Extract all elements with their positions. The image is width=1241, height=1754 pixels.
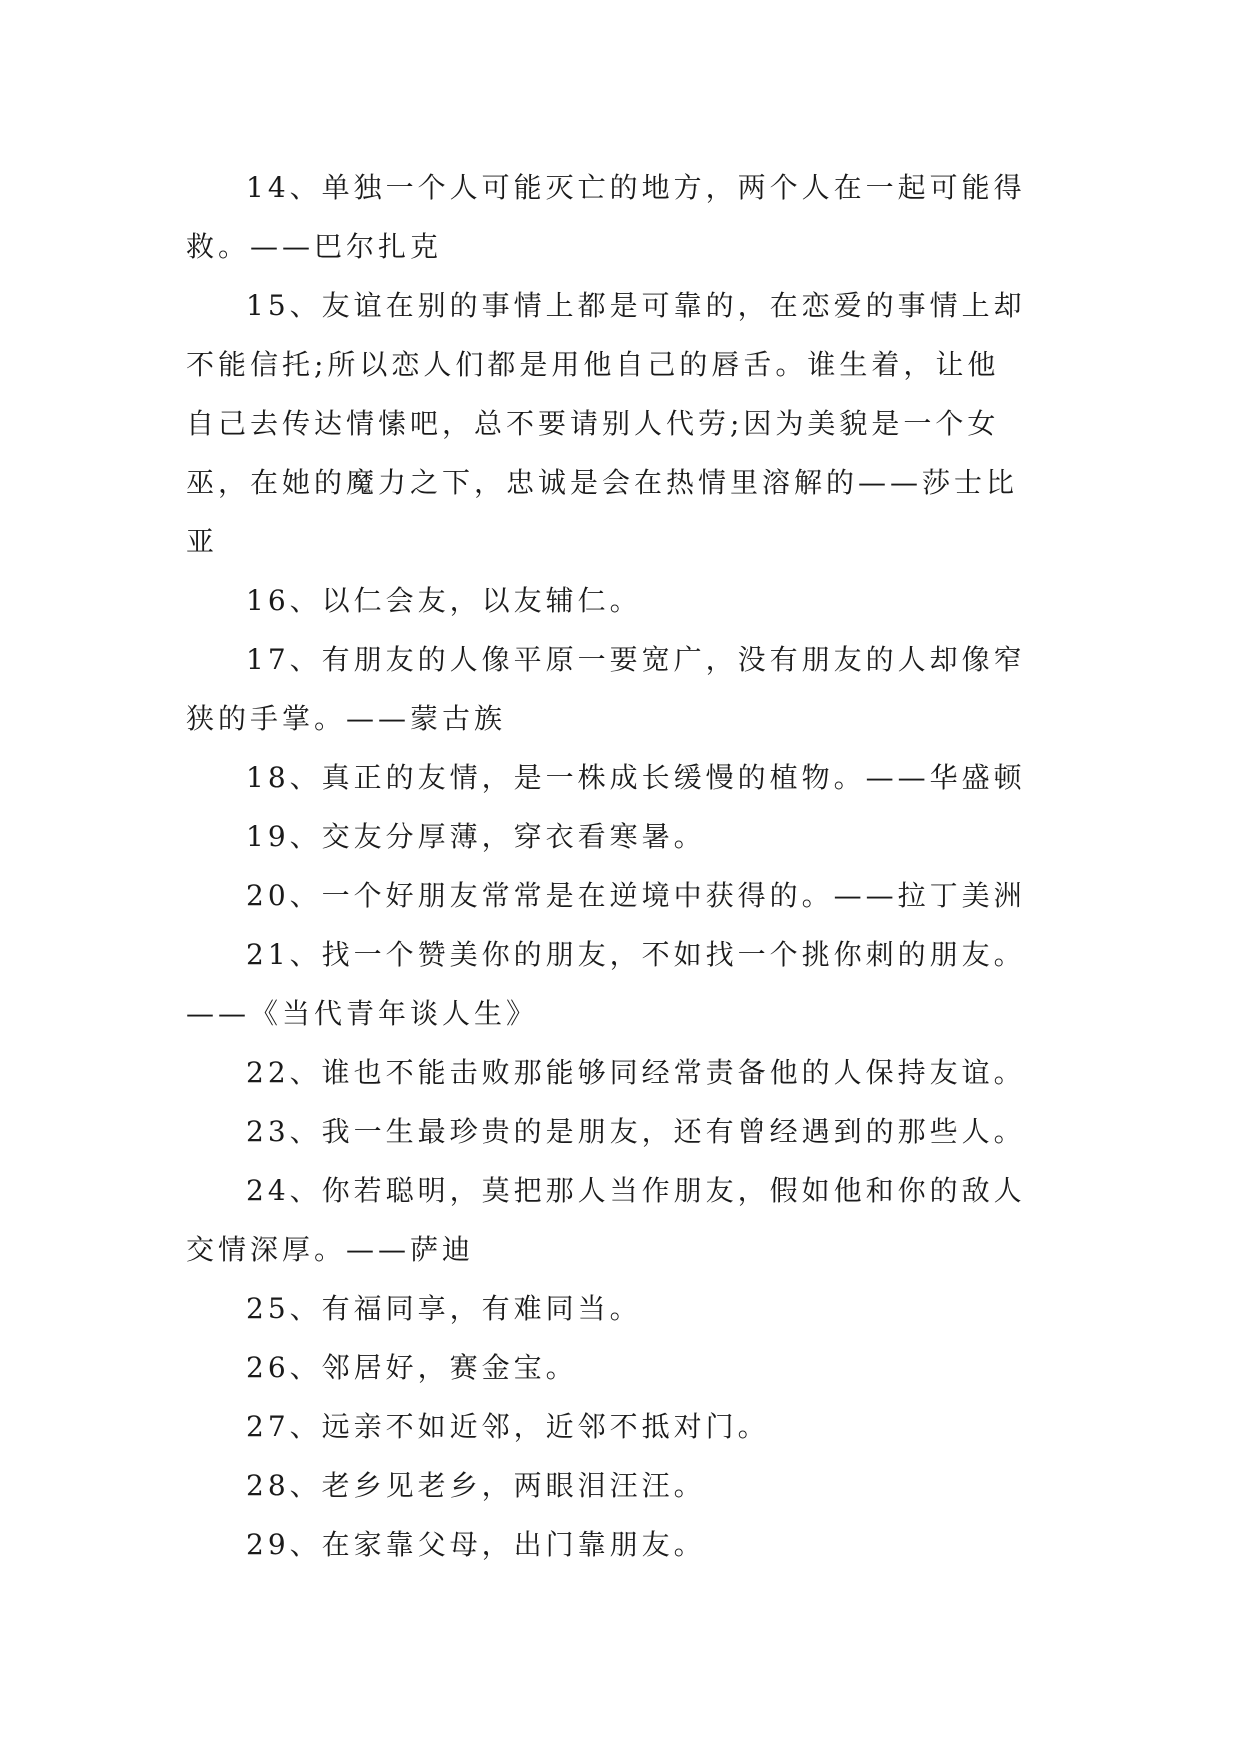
quote-line: 14、单独一个人可能灭亡的地方，两个人在一起可能得 [246, 171, 1026, 204]
quote-line: 15、友谊在别的事情上都是可靠的，在恋爱的事情上却 [246, 289, 1026, 322]
quote-15 [186, 276, 1066, 571]
quote-line: 19、交友分厚薄，穿衣看寒暑。 [246, 820, 706, 853]
quote-line: 22、谁也不能击败那能够同经常责备他的人保持友谊。 [246, 1056, 1026, 1089]
quote-14 [186, 158, 1066, 276]
quote-21 [186, 925, 1066, 1043]
quote-20 [186, 866, 1066, 925]
quote-19 [186, 807, 1066, 866]
quote-line: 狭的手掌。——蒙古族 [186, 702, 507, 735]
quote-24 [186, 1161, 1066, 1279]
quote-23 [186, 1102, 1066, 1161]
quote-line: 27、远亲不如近邻，近邻不抵对门。 [246, 1410, 770, 1443]
quote-line: 24、你若聪明，莫把那人当作朋友，假如他和你的敌人 [246, 1174, 1026, 1207]
quote-26 [186, 1338, 1066, 1397]
quote-27 [186, 1397, 1066, 1456]
quote-line: 巫，在她的魔力之下，忠诚是会在热情里溶解的——莎士比 [186, 466, 1019, 499]
quote-25 [186, 1279, 1066, 1338]
quote-line: 不能信托;所以恋人们都是用他自己的唇舌。谁生着，让他 [186, 348, 1000, 381]
quote-line: 自己去传达情愫吧，总不要请别人代劳;因为美貌是一个女 [186, 407, 1000, 440]
quote-16 [186, 571, 1066, 630]
quote-28 [186, 1456, 1066, 1515]
quote-line: 26、邻居好，赛金宝。 [246, 1351, 578, 1384]
quote-22 [186, 1043, 1066, 1102]
quote-line: 25、有福同享，有难同当。 [246, 1292, 642, 1325]
quote-line: 20、一个好朋友常常是在逆境中获得的。——拉丁美洲 [246, 879, 1026, 912]
quote-line: 救。——巴尔扎克 [186, 230, 443, 263]
quote-18 [186, 748, 1066, 807]
quote-line: 23、我一生最珍贵的是朋友，还有曾经遇到的那些人。 [246, 1115, 1026, 1148]
quote-line: 亚 [186, 525, 219, 558]
quote-line: 29、在家靠父母，出门靠朋友。 [246, 1528, 706, 1561]
quote-17 [186, 630, 1066, 748]
quote-line: 交情深厚。——萨迪 [186, 1233, 475, 1266]
quote-line: 16、以仁会友，以友辅仁。 [246, 584, 642, 617]
quote-line: 17、有朋友的人像平原一要宽广，没有朋友的人却像窄 [246, 643, 1026, 676]
quote-29 [186, 1515, 1066, 1574]
quote-line: 28、老乡见老乡，两眼泪汪汪。 [246, 1469, 706, 1502]
quote-line: 21、找一个赞美你的朋友，不如找一个挑你刺的朋友。 [246, 938, 1026, 971]
quote-list [186, 158, 1066, 1574]
quote-line: 18、真正的友情，是一株成长缓慢的植物。——华盛顿 [246, 761, 1026, 794]
quote-line: ——《当代青年谈人生》 [186, 997, 539, 1030]
